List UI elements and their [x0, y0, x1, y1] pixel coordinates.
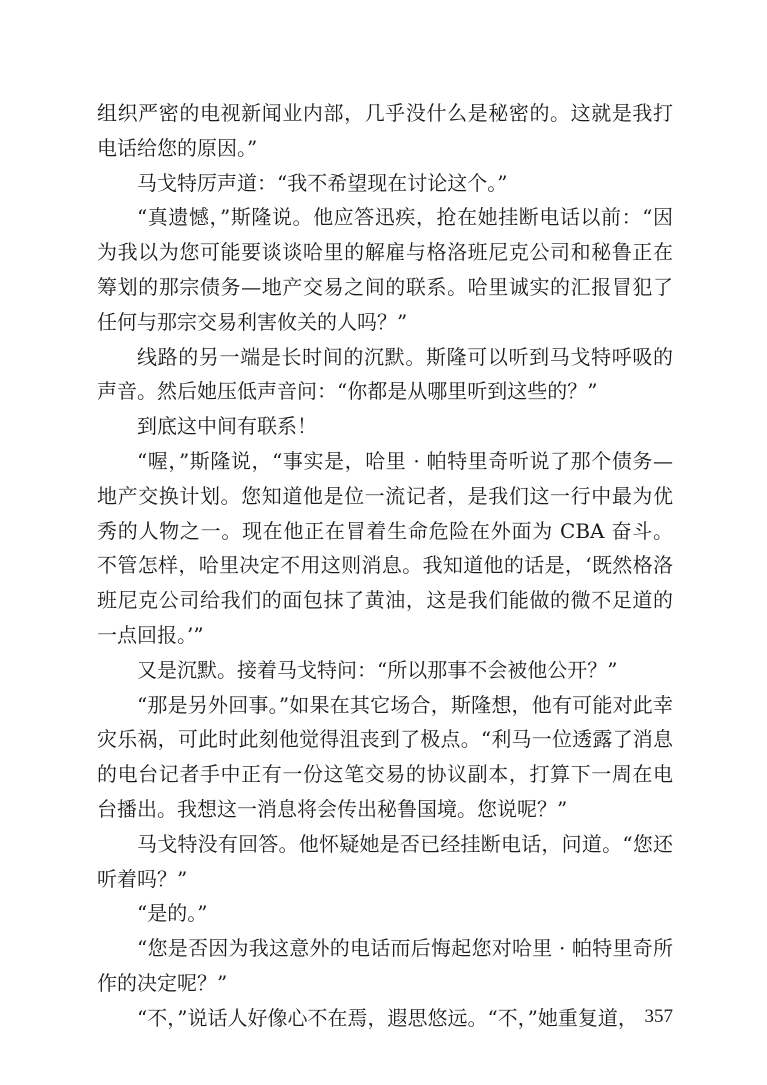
paragraph-continuation: 组织严密的电视新闻业内部，几乎没什么是秘密的。这就是我打电话给您的原因。”	[97, 101, 673, 160]
paragraph: “喔，”斯隆说，“事实是，哈里 · 帕特里奇听说了那个债务—地产交换计划。您知道他是位一流记者，是我们这一行中最为优秀的人物之一。现在他正在冒着生命危险在外面为 CBA 奋斗。不管怎样，哈里决定不用这则消息。我知道他的话是，‘既然格洛班尼克公司给我们的面包抹了黄油，这是我们能做的微不足道的一点回报。’”	[97, 448, 673, 647]
paragraph: “是的。”	[137, 901, 208, 926]
paragraph: 到底这中间有联系！	[137, 414, 317, 439]
paragraph: “那是另外回事。”如果在其它场合，斯隆想，他有可能对此幸灾乐祸，可此时此刻他觉得沮丧到了极点。“利马一位透露了消息的电台记者手中正有一份这笔交易的协议副本，打算下一周在电台播出。我想这一消息将会传出秘鲁国境。您说呢？”	[97, 692, 673, 821]
paragraph: “真遗憾，”斯隆说。他应答迅疾，抢在她挂断电话以前：“因为我以为您可能要谈谈哈里的解雇与格洛班尼克公司和秘鲁正在筹划的那宗债务—地产交易之间的联系。哈里诚实的汇报冒犯了任何与那宗交易利害攸关的人吗？”	[97, 205, 673, 334]
paragraph: “不，”说话人好像心不在焉，遐思悠远。“不，”她重复道，	[137, 1005, 638, 1030]
paragraph: “您是否因为我这意外的电话而后悔起您对哈里 · 帕特里奇所作的决定呢？”	[97, 936, 673, 995]
page-body	[97, 96, 673, 1036]
paragraph: 马戈特没有回答。他怀疑她是否已经挂断电话，问道。“您还听着吗？”	[97, 831, 673, 891]
paragraph: 又是沉默。接着马戈特问：“所以那事不会被他公开？”	[137, 657, 618, 682]
paragraph: 马戈特厉声道：“我不希望现在讨论这个。”	[137, 170, 508, 195]
page-number: 357	[644, 1006, 673, 1027]
paragraph: 线路的另一端是长时间的沉默。斯隆可以听到马戈特呼吸的声音。然后她压低声音问：“你都是从哪里听到这些的？”	[97, 344, 673, 404]
